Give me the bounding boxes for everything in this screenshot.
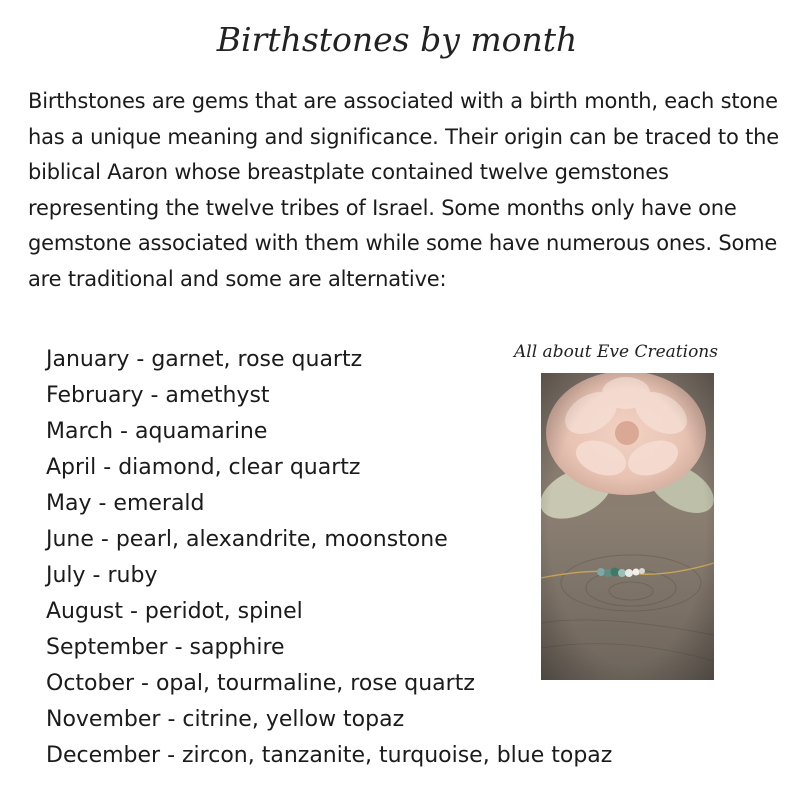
- list-item-october: October - opal, tourmaline, rose quartz: [46, 671, 475, 696]
- list-item-september: September - sapphire: [46, 635, 285, 660]
- list-item-august: August - peridot, spinel: [46, 599, 303, 624]
- page-title: Birthstones by month: [216, 20, 578, 59]
- intro-paragraph: Birthstones are gems that are associated with a birth month, each stone has a unique meaning and significance. Their origin can be traced to the biblical Aaron whose breastplate contained twelve gemstones representing the twelve tribes of Israel. Some months only have one gemstone associated with them while some have numerous ones. Some are traditional and some are alternative:: [28, 89, 779, 291]
- list-item-february: February - amethyst: [46, 383, 270, 408]
- list-item-november: November - citrine, yellow topaz: [46, 707, 405, 732]
- list-item-january: January - garnet, rose quartz: [46, 347, 363, 372]
- list-item-december: December - zircon, tanzanite, turquoise, blue topaz: [46, 743, 613, 768]
- list-item-april: April - diamond, clear quartz: [46, 455, 361, 480]
- birthstone-list: [46, 342, 612, 774]
- list-item-march: March - aquamarine: [46, 419, 268, 444]
- list-item-june: June - pearl, alexandrite, moonstone: [46, 527, 448, 552]
- flower-necklace-photo: [541, 373, 714, 680]
- brand-caption: All about Eve Creations: [514, 342, 718, 362]
- list-item-july: July - ruby: [46, 563, 158, 588]
- list-item-may: May - emerald: [46, 491, 205, 516]
